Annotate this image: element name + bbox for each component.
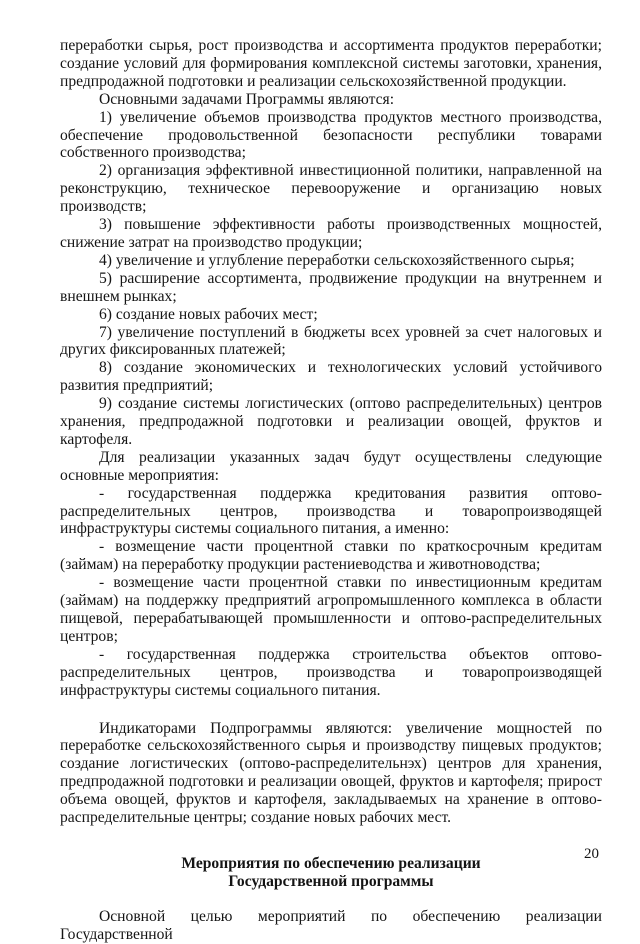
- measure-item-3: - возмещение части процентной ставки по инвестиционным кредитам (займам) на поддержку предприятий агропромышленного комплекса в области пищевой, перерабатывающей промышленности и оптово-распределительных центров;: [60, 574, 602, 645]
- section-heading-line-1: Мероприятия по обеспечению реализации: [181, 854, 481, 872]
- task-item-2: 2) организация эффективной инвестиционной политики, направленной на реконструкцию, техническое перевооружение и организацию новых производств;: [60, 162, 602, 216]
- measure-item-4: - государственная поддержка строительства объектов оптово-распределительных центров, производства и товаропроизводящей инфраструктуры системы социального питания.: [60, 645, 602, 699]
- measure-item-2: - возмещение части процентной ставки по краткосрочным кредитам (займам) на переработку продукции растениеводства и животноводства;: [60, 538, 602, 574]
- task-item-1: 1) увеличение объемов производства продуктов местного производства, обеспечение продовольственной безопасности республики товарами собственного производства;: [60, 108, 602, 162]
- task-item-8: 8) создание экономических и технологических условий устойчивого развития предприятий;: [60, 359, 602, 395]
- document-body: [60, 37, 602, 944]
- task-item-5: 5) расширение ассортимента, продвижение продукции на внутреннем и внешнем рынках;: [60, 269, 602, 305]
- indicators-paragraph: Индикаторами Подпрограммы являются: увеличение мощностей по переработке сельскохозяйственного сырья и производству пищевых продуктов; создание логистических (оптово-распределительнэх) центров для хранения, предпродажной подготовки и реализации овощей, фруктов и картофеля; прирост объема овощей, фруктов и картофеля, закладываемых на хранение в оптово-распределительные центры; создание новых рабочих мест.: [60, 719, 602, 827]
- task-item-6: 6) создание новых рабочих мест;: [99, 305, 318, 323]
- page-number: 20: [584, 846, 599, 862]
- section-heading: [60, 855, 602, 891]
- task-item-3: 3) повышение эффективности работы производственных мощностей, снижение затрат на производство продукции;: [60, 216, 602, 251]
- tasks-intro: Основными задачами Программы являются:: [99, 90, 395, 108]
- measure-item-1: - государственная поддержка кредитования развития оптово-распределительных центров, производства и товаропроизводящей инфраструктуры системы социального питания, а именно:: [60, 484, 602, 538]
- task-item-9: 9) создание системы логистических (оптово распределительных) центров хранения, предпродажной подготовки и реализации овощей, фруктов и картофеля.: [60, 395, 602, 448]
- section-first-line: Основной целью мероприятий по обеспечению реализации Государственной: [60, 907, 602, 943]
- task-item-7: 7) увеличение поступлений в бюджеты всех уровней за счет налоговых и других фиксированных платежей;: [60, 323, 602, 359]
- intro-paragraph: переработки сырья, рост производства и ассортимента продуктов переработки; создание условий для формирования комплексной системы заготовки, хранения, предпродажной подготовки и реализации сельскохозяйственной продукции.: [60, 37, 602, 90]
- measures-intro: Для реализации указанных задач будут осуществлены следующие основные мероприятия:: [60, 448, 602, 484]
- task-item-4: 4) увеличение и углубление переработки сельскохозяйственного сырья;: [99, 251, 575, 269]
- section-heading-line-2: Государственной программы: [228, 872, 434, 890]
